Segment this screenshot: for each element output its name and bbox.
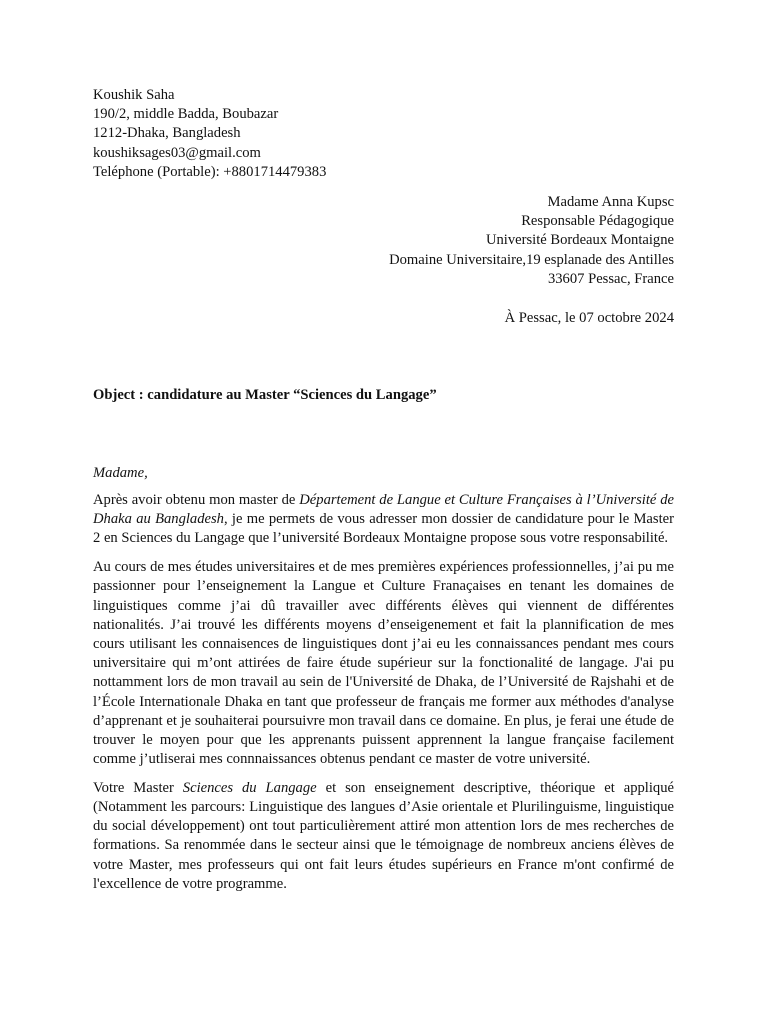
recipient-name: Madame Anna Kupsc <box>547 194 674 210</box>
sender-name: Koushik Saha <box>93 87 175 103</box>
recipient-address-line2: 33607 Pessac, France <box>547 270 674 287</box>
sender-block <box>93 86 593 182</box>
paragraph-3-emphasis: Sciences du Langage <box>182 779 317 796</box>
sender-address-line2: 1212-Dhaka, Bangladesh <box>93 125 241 142</box>
recipient-address-line1: Domaine Universitaire,19 esplanade des Antilles <box>389 251 674 268</box>
salutation: Madame, <box>93 465 148 481</box>
letter-date: À Pessac, le 07 octobre 2024 <box>504 310 674 326</box>
paragraph-1-before: Après avoir obtenu mon master de <box>93 492 300 508</box>
sender-address-line1: 190/2, middle Badda, Boubazar <box>93 106 279 123</box>
recipient-institution: Université Bordeaux Montaigne <box>485 232 674 249</box>
paragraph-1-after: , je me permets de vous adresser mon dossier de candidature pour le Master 2 en Sciences du Langage que l’université Bordeaux Montaigne propose sous votre responsabilité. <box>93 511 674 547</box>
paragraph-2: Au cours de mes études universitaires et de mes premières expériences professionnelles, j’ai pu me passionner pour l’enseignement la Langue et Culture Franaçaises en tenant les domaines de linguistiques comme j’ai dû travailler avec différents élèves qui viennent de différentes nationalités. J’ai trouvé les différents moyens d’enseigenement et fait la plannification de mes cours utilisant les connaisences de linguistiques dont j’ai eu les connaissances pendant mes cours universitaire qui m’ont attirées de faire étude supérieur sur la fonctionalité de langage. J'ai pu nottamment lors de mon travail au sein de l'Université de Dhaka, de l’Université de Rajshahi et de l’École Internationale Dhaka en tant que professeur de français me former aux méthodes d'analyse d’apprenant et je souhaiterai poursuivre mon travail dans ce domaine. En plus, je ferai une étude de trouver le moyen pour que les apprenants puissent apprennent la langue française facilement comme j’utliserai mes connnaissances obtenus pendant ce master de votre université. <box>93 559 674 768</box>
letter-body <box>93 491 674 904</box>
paragraph-1-emphasis: Département de Langue et Culture Françaises à l’Université de Dhaka au Bangladesh <box>93 492 674 528</box>
letter-object: Object : candidature au Master “Sciences du Langage” <box>93 387 437 403</box>
sender-email: koushiksages03@gmail.com <box>93 144 261 161</box>
sender-phone: Teléphone (Portable): +8801714479383 <box>93 163 327 180</box>
paragraph-1 <box>93 491 674 549</box>
paragraph-3 <box>93 779 674 894</box>
paragraph-3-after: et son enseignement descriptive, théorique et appliqué (Notamment les parcours: Linguistique des langues d’Asie orientale et Plurilinguisme, linguistique du social développement) ont tout particulièrement attiré mon attention lors de mes recherches de formations. Sa renommée dans le secteur ainsi que le témoignage de nombreux anciens élèves de votre Master, mes professeurs qui ont fait leurs études supérieurs en France m'ont confirmé de l'excellence de votre programme. <box>93 779 674 892</box>
recipient-title: Responsable Pédagogique <box>521 213 674 230</box>
paragraph-3-before: Votre Master <box>93 779 183 796</box>
recipient-block <box>174 193 674 289</box>
